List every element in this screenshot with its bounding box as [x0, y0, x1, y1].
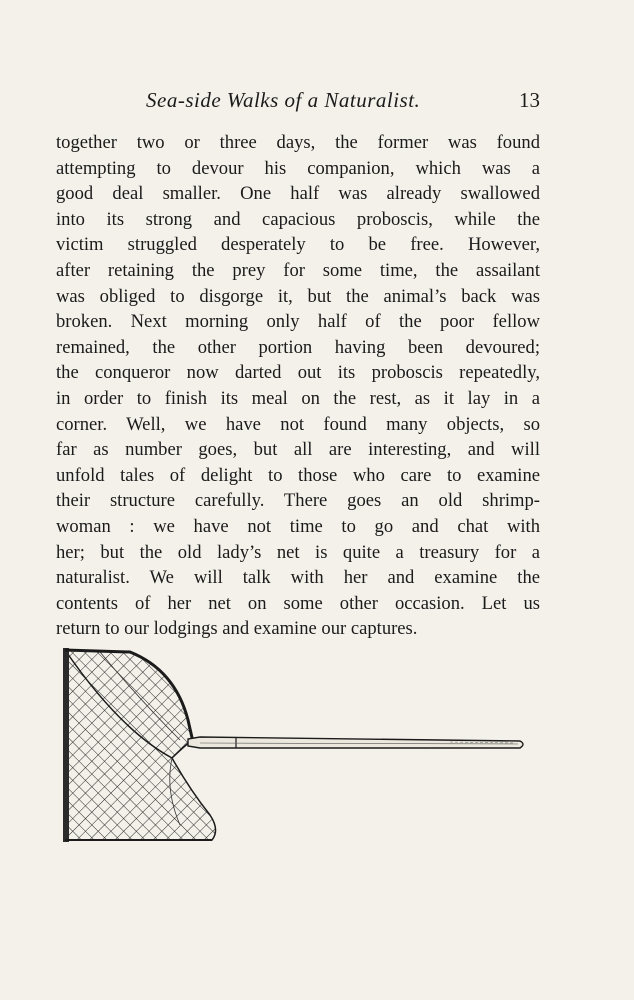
- text-line: good deal smaller. One half was already swallowed: [56, 183, 540, 205]
- page-header: [56, 88, 540, 118]
- text-line: her; but the old lady’s net is quite a treasury for a: [56, 541, 540, 563]
- text-line: corner. Well, we have not found many objects, so: [56, 413, 540, 435]
- text-line: into its strong and capacious proboscis, while the: [56, 208, 540, 230]
- body-paragraph: [56, 130, 540, 642]
- shrimp-net-illustration: [60, 640, 530, 880]
- shrimp-net-icon: [60, 640, 530, 880]
- text-line: unfold tales of delight to those who care to examine: [56, 464, 540, 486]
- text-line: the conqueror now darted out its proboscis repeatedly,: [56, 362, 540, 384]
- text-line: was obliged to disgorge it, but the animal’s back was: [56, 285, 540, 307]
- page-number: 13: [519, 88, 540, 112]
- text-line: naturalist. We will talk with her and examine the: [56, 567, 540, 589]
- text-line: in order to finish its meal on the rest, as it lay in a: [56, 387, 540, 409]
- text-line: together two or three days, the former was found: [56, 132, 540, 153]
- text-line: remained, the other portion having been devoured;: [56, 336, 540, 358]
- text-line: far as number goes, but all are interesting, and will: [56, 439, 540, 461]
- text-line: return to our lodgings and examine our captures.: [56, 618, 418, 640]
- running-title: Sea-side Walks of a Naturalist.: [146, 88, 421, 112]
- text-line: after retaining the prey for some time, the assailant: [56, 259, 540, 281]
- text-line: their structure carefully. There goes an old shrimp-: [56, 490, 540, 512]
- text-line: contents of her net on some other occasion. Let us: [56, 592, 540, 614]
- text-line: victim struggled desperately to be free. However,: [56, 234, 540, 256]
- text-line: broken. Next morning only half of the poor fellow: [56, 311, 540, 333]
- text-line: woman : we have not time to go and chat with: [56, 515, 540, 537]
- text-line: attempting to devour his companion, which was a: [56, 157, 540, 179]
